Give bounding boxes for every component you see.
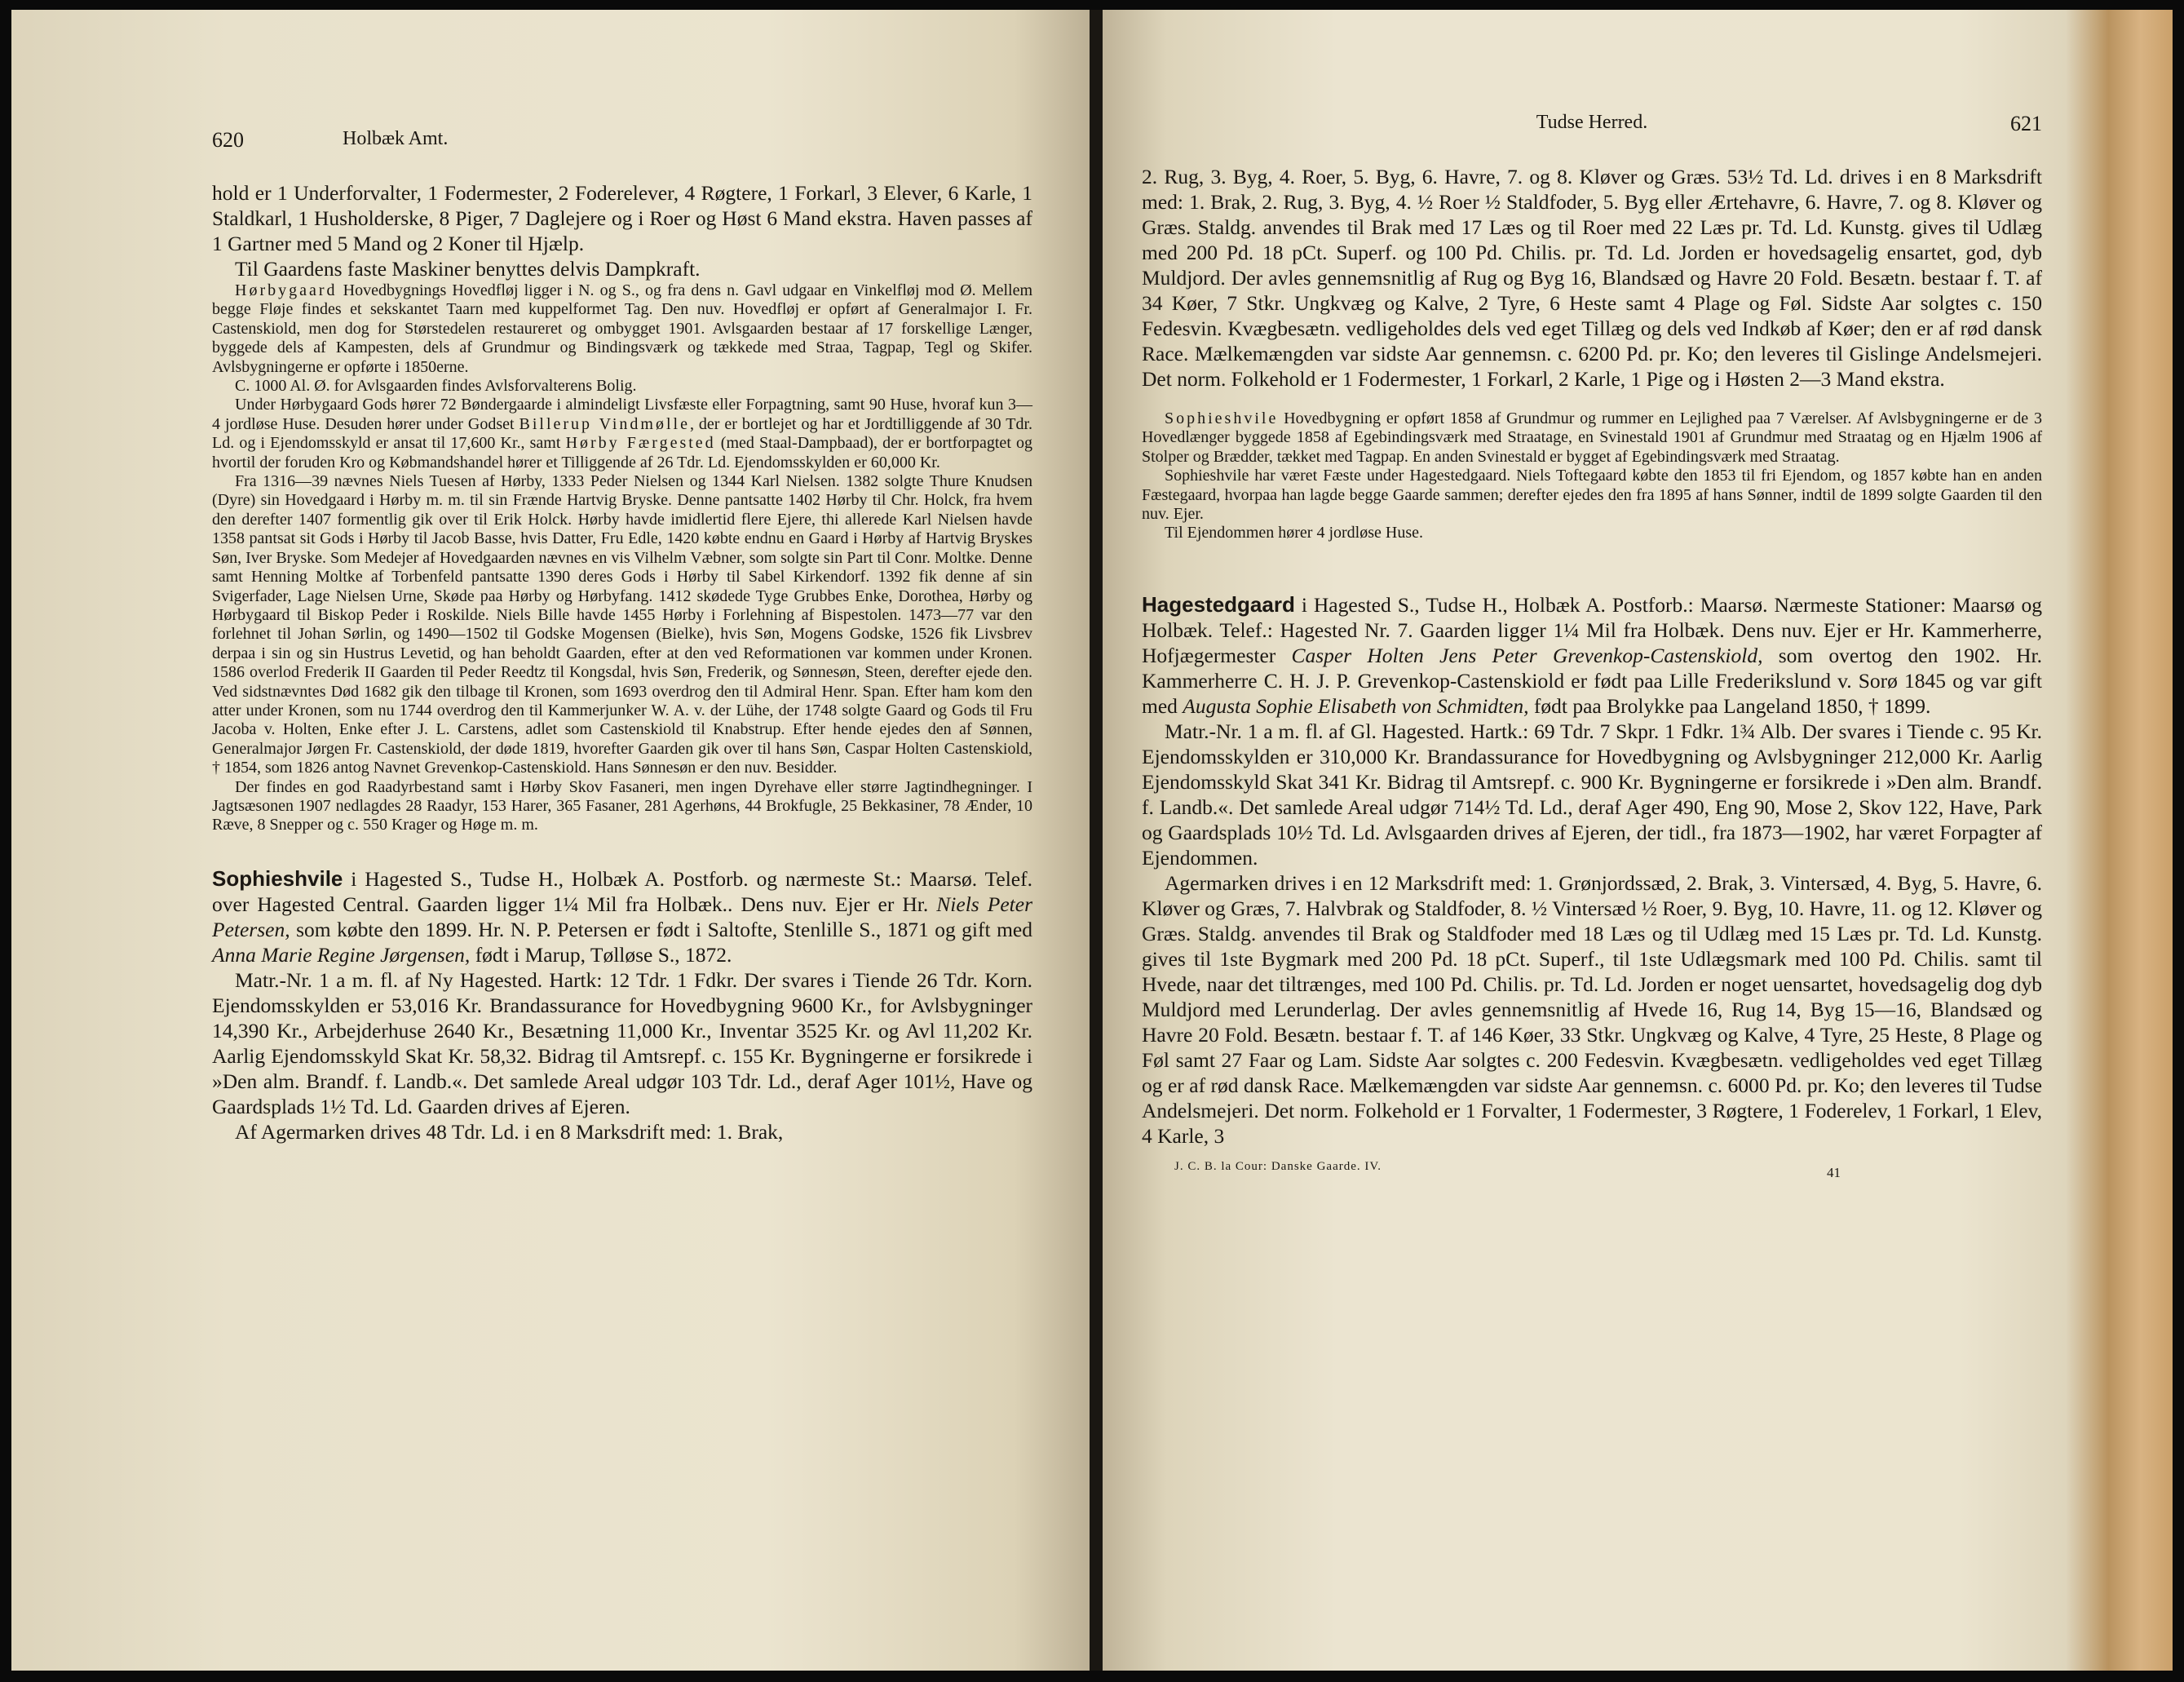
page-number: 620 [212, 128, 244, 152]
running-head [212, 128, 1032, 167]
left-page [11, 10, 1090, 1671]
estate-name: Sophieshvile [1165, 409, 1279, 427]
paragraph-text: (med Staal-Dampbaad), der er bortforpagtet og hvortil der foruden Kro og Købmandshandel hører et Tilliggende af 26 Tdr. Ld. Ejendomsskylden er 60,000 Kr. [212, 434, 1033, 471]
paragraph-history: Sophieshvile har været Fæste under Hagestedgaard. Niels Toftegaard købte den 1853 til fri Ejendom, og 1857 købte han en anden Fæstegaard, hvorpaa han lagde begge Gaarde sammen; derefter ejedes den fra 1895 af hans Sønner, indtil de 1899 solgte Gaarden til den nuv. Ejer. [1142, 467, 2042, 524]
paragraph-property-details: Matr.-Nr. 1 a m. fl. af Ny Hagested. Hartk: 12 Tdr. 1 Fdkr. Der svares i Tiende 26 Tdr. Korn. Ejendomsskylden er 53,016 Kr. Brandassurance for Hovedbygning 9600 Kr., for Avlsbygninger 14,390 Kr., Arbejderhuse 2640 Kr., Besætning 11,000 Kr., Inventar 3525 Kr. og Avl 11,202 Kr. Aarlig Ejendomsskyld Skat Kr. 58,32. Bidrag til Amtsrepf. c. 155 Kr. Bygningerne er forsikrede i »Den alm. Brandf. f. Landb.«. Det samlede Areal udgør 103 Tdr. Ld., deraf Ager 101½, Have og Gaardsplads 1½ Td. Ld. Gaarden drives af Ejeren. [212, 967, 1032, 1118]
running-title: Holbæk Amt. [343, 128, 449, 149]
entry-sophieshvile [212, 866, 1032, 967]
paragraph-manager-residence: C. 1000 Al. Ø. for Avlsgaarden findes Avlsforvalterens Bolig. [235, 377, 637, 396]
entry-hagestedgaard [1142, 592, 2042, 719]
paragraph-property-details: Matr.-Nr. 1 a m. fl. af Gl. Hagested. Hartk.: 69 Tdr. 7 Skpr. 1 Fdkr. 1¾ Alb. Der svares i Tiende c. 95 Kr. Ejendomsskylden er 310,000 Kr. Brandassurance for Hovedbygning og Avlsbygninger 212,000 Kr. Aarlig Ejendomsskyld Skat 341 Kr. Bidrag til Amtsrepf. c. 900 Kr. Bygningerne er forsikrede i »Den alm. Brandf. f. Landb.«. Det samlede Areal udgør 714½ Td. Ld., deraf Ager 490, Eng 90, Mose 2, Skov 122, Have, Park og Gaardsplads 10½ Td. Ld. Avlsgaarden drives af Ejeren, der tidl., fra 1873—1902, har været Forpagter af Ejendommen. [1142, 719, 2042, 870]
page-number: 621 [2010, 112, 2042, 135]
paragraph-text: Hovedbygnings Hovedfløj ligger i N. og S., og fra dens n. Gavl udgaar en Vinkelfløj mod Ø. Mellem begge Fløje findes et sekskantet Taarn med kuppelformet Tag. Den nuv. Hovedfløj er opført af Generalmajor I. Fr. Castenskiold, men dog for Størstedelen restaureret og ombygget 1901. Avlsgaarden bestaar af 17 forskellige Længer, byggede dels af Kampesten, dels af Grundmur og Bindingsværk og tækkede med Straa, Tagpap, Tegl og Skifer. Avlsbygningerne er opførte i 1850erne. [212, 281, 1032, 376]
spouse-name: Augusta Sophie Elisabeth von Schmidten, [1183, 693, 1529, 718]
paragraph-history: Fra 1316—39 nævnes Niels Tuesen af Hørby, 1333 Peder Nielsen og 1344 Karl Nielsen. 1382 solgte Thure Knudsen (Dyre) sin Hovedgaard i Hørby m. m. til sin Frænde Hartvig Bryske. Denne pantsatte 1402 Hørby til Chr. Holck, fra hvem den derefter 1407 formentlig gik over til Erik Holck. Hørby havde imidlertid flere Ejere, thi allerede Karl Nielsen havde 1358 pantsat sit Gods i Hørby til Jacob Basse, hvis Datter, Fru Edle, 1420 købte endnu en Gaard i Hørby af Hartvig Bryskes Søn, Iver Bryske. Som Medejer af Hovedgaarden nævnes en vis Vilhelm Væbner, som solgte sin Part til Conr. Moltke. Denne samt Henning Moltke af Torbenfeld pantsatte 1390 deres Gods i Hørby til Sabel Kirkendorf. 1392 fik denne af sin Svigerfader, Lage Nielsen Urne, Skøde paa Hørby og Hørbyfang. 1412 skødede Tyge Grubbes Enke, Dorothea, Hørby og Hørbygaard til Biskop Peder i Roskilde. Niels Bille havde 1455 Hørby i Forlehning af Bispestolen. 1473—77 var den forlehnet til Johan Sørlin, og 1490—1502 til Godske Mogensen (Bielke), hvis Søn, Mogens Godske, 1526 fik Livsbrev derpaa i sin og sin Hustrus Levetid, og han beholdt Gaarden, efter at den ved Reformationen var kommen under Kronen. 1586 overlod Frederik II Gaarden til Peder Reedtz til Kongsdal, hvis Søn, Frederik, og Sønnesøn, Steen, derefter ejede den. Ved sidstnævntes Død 1682 gik den tilbage til Kronen, som 1693 overdrog den til Admiral Henr. Span. Efter ham kom den atter under Kronen, som nu 1744 overdrog den til Kammerjunker W. A. v. der Lühe, der 1748 solgte Gaard og Gods til Fru Jacoba v. Holten, Enke efter J. L. Carstens, adlet som Castenskiold til Knabstrup. Efter hende ejedes den af Sønnen, Generalmajor Jørgen Fr. Castenskiold, der døde 1819, hvorefter Gaarden gik over til hans Søn, Caspar Holten Castenskiold, † 1854, som 1826 antog Navnet Grevenkop-Castenskiold. Hans Sønnesøn er den nuv. Besidder. [212, 472, 1033, 777]
entry-text: som købte den 1899. Hr. N. P. Petersen er født i Saltofte, Stenlille S., 1871 og gift med [290, 917, 1032, 941]
entry-text: i Hagested S., Tudse H., Holbæk A. Postforb. og nærmeste St.: Maarsø. Telef. over Hagested Central. Gaarden ligger 1¼ Mil fra Holbæk.. Dens nuv. Ejer er Hr. [212, 866, 1032, 916]
running-head [1142, 112, 2042, 151]
entry-text: i Hagested S., Tudse H., Holbæk A. Postforb.: Maarsø. Nærmeste Stationer: Maarsø og Holbæk. Telef.: Hagested Nr. 7. Gaarden ligger 1¼ Mil fra Holbæk. Dens nuv. Ejer er Hr. Kammerherre, Hofjægermester [1142, 592, 2042, 667]
spouse-name: Anna Marie Regine Jørgensen, [212, 942, 471, 967]
paragraph-hunting: Der findes en god Raadyrbestand samt i Hørby Skov Fasaneri, men ingen Dyrehave eller større Jagtindhegninger. I Jagtsæsonen 1907 nedlagdes 28 Raadyr, 153 Harer, 365 Fasaner, 281 Agerhøns, 44 Brokfugle, 25 Bekkasiner, 78 Ænder, 10 Ræve, 8 Snepper og c. 550 Krager og Høge m. m. [212, 777, 1032, 834]
entry-text: født paa Brolykke paa Langeland 1850, † 1899. [1528, 693, 1931, 718]
right-page [1103, 10, 2173, 1671]
paragraph-buildings [1142, 409, 2042, 467]
paragraph-estate-holdings [212, 396, 1032, 472]
printer-signature: J. C. B. la Cour: Danske Gaarde. IV. [1174, 1159, 1382, 1173]
paragraph-houses: Til Ejendommen hører 4 jordløse Huse. [1165, 524, 1424, 542]
entry-text: som overtog den 1902. Hr. Kammerherre C. H. J. P. Grevenkop-Castenskiold er født paa Lille Frederikslund v. Sorø 1845 og var gift med [1142, 643, 2043, 718]
paragraph-farmland: Af Agermarken drives 48 Tdr. Ld. i en 8 Marksdrift med: 1. Brak, [235, 1119, 784, 1144]
estate-name: Hørbygaard [235, 281, 338, 299]
paragraph-text: , der er bortlejet og har et Jordtilliggende af 30 Tdr. Ld. og i Ejendomsskyld er ansat til 17,600 Kr., samt [212, 414, 1033, 453]
paragraph-machines: Til Gaardens faste Maskiner benyttes delvis Dampkraft. [235, 257, 701, 281]
owner-name: Niels Peter Petersen, [212, 892, 1032, 941]
ferry-name: Hørby Færgested [565, 434, 716, 453]
paragraph-farming: 2. Rug, 3. Byg, 4. Roer, 5. Byg, 6. Havre, 7. og 8. Kløver og Græs. 53½ Td. Ld. drives i en 8 Marksdrift med: 1. Brak, 2. Rug, 3. Byg, 4. ½ Roer ½ Staldfoder, 5. Byg eller Ærtehavre, 6. Havre, 7. og 8. Kløver og Græs. Staldg. anvendes til Brak med 17 Læs og til Roer med 22 Læs pr. Td. Ld. Kunstg. gives til Udlæg med 200 Pd. 18 pCt. Superf. og 100 Pd. Chilis. pr. Td. Ld. Jorden er hovedsagelig ensartet, god, dyb Muldjord. Der avles gennemsnitlig af Rug og Byg 16, Blandsæd og Havre 20 Fold. Besætn. bestaar f. T. af 34 Køer, 7 Stkr. Ungkvæg og Kalve, 2 Tyre, 6 Heste samt 4 Plage og Føl. Sidste Aar solgtes c. 150 Fedesvin. Kvægbesætn. vedligeholdes dels ved eget Tillæg og dels ved Indkøb af Køer; den er af rød dansk Race. Mælkemængden var sidste Aar gennemsn. c. 6200 Pd. pr. Ko; den leveres til Gislinge Andelsmejeri. Det norm. Folkehold er 1 Fodermester, 1 Forkarl, 2 Karle, 1 Pige og i Høsten 2—3 Mand ekstra. [1142, 165, 2042, 391]
entry-title: Sophieshvile [212, 865, 343, 891]
owner-name: Casper Holten Jens Peter Grevenkop-Castenskiold, [1291, 643, 1763, 667]
entry-title: Hagestedgaard [1142, 591, 1295, 617]
entry-text: født i Marup, Tølløse S., 1872. [470, 942, 732, 967]
sheet-number: 41 [1827, 1164, 1841, 1180]
page-footer [1142, 1157, 2042, 1181]
mill-name: Billerup Vindmølle [519, 414, 690, 433]
paragraph-buildings [212, 281, 1032, 377]
paragraph-text: Hovedbygning er opført 1858 af Grundmur og rummer en Lejlighed paa 7 Værelser. Af Avlsbygningerne er de 3 Hovedlænger byggede 1858 af Egebindingsværk med Straatage, en Svinestald 1901 af Grundmur med Straatag og en Hjælm 1906 af Stolper og Brædder, tækket med Tagpap. En anden Svinestald er bygget af Egebindingsværk med Straatag. [1142, 409, 2042, 466]
running-title: Tudse Herred. [1536, 112, 1648, 133]
paragraph-staff: hold er 1 Underforvalter, 1 Fodermester, 2 Foderelever, 4 Røgtere, 1 Forkarl, 3 Elever, 6 Karle, 1 Staldkarl, 1 Husholderske, 8 Piger, 7 Daglejere og i Roer og Høst 6 Mand ekstra. Haven passes af 1 Gartner med 5 Mand og 2 Koner til Hjælp. [212, 181, 1032, 255]
paragraph-text: Under Hørbygaard Gods hører 72 Bøndergaarde i almindeligt Livsfæste eller Forpagtning, samt 90 Huse, hvoraf kun 3—4 jordløse Huse. Desuden hører under Godset [212, 396, 1032, 433]
book-gutter [1090, 10, 1103, 1671]
paragraph-farmland: Agermarken drives i en 12 Marksdrift med: 1. Grønjordssæd, 2. Brak, 3. Vintersæd, 4. Byg, 5. Havre, 6. Kløver og Græs, 7. Halvbrak og Staldfoder, 8. ½ Vintersæd ½ Roer, 9. Byg, 10. Havre, 11. og 12. Kløver og Græs. Staldg. anvendes til Brak og Staldfoder med 18 Læs og til Udlæg med 15 Læs pr. Td. Ld. Kunstg. gives til 1ste Bygmark med 200 Pd. 18 pCt. Superf., til 1ste Udlægsmark med 100 Pd. Chilis. samt til Hvede, naar det tiltrænges, med 100 Pd. Chilis. pr. Td. Ld. Jorden er noget uensartet, hovedsagelig dog dyb Muldjord med Lerunderlag. Der avles gennemsnitlig af Hvede 16, Rug 14, Byg 15—16, Blandsæd og Havre 20 Fold. Besætn. bestaar f. T. af 146 Køer, 33 Stkr. Ungkvæg og Kalve, 4 Tyre, 25 Heste, 8 Plage og Føl samt 27 Faar og Lam. Sidste Aar solgtes c. 200 Fedesvin. Kvægbesætn. vedligeholdes ved eget Tillæg og er af rød dansk Race. Mælkemængden var sidste Aar gennemsn. c. 6000 Pd. pr. Ko; den leveres til Tudse Andelsmejeri. Det norm. Folkehold er 1 Forvalter, 1 Fodermester, 3 Røgtere, 1 Foderelev, 1 Forkarl, 1 Elev, 4 Karle, 3 [1142, 870, 2042, 1148]
